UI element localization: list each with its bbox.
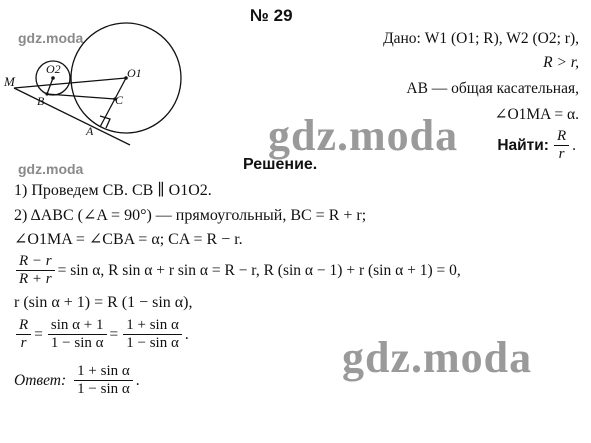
find-denominator: r xyxy=(558,146,565,162)
given-line-3: AB — общая касательная, xyxy=(406,80,579,97)
answer-denominator: 1 − sin α xyxy=(77,381,130,397)
solution-step-3: ∠O1MA = ∠CBA = α; CA = R − r. xyxy=(14,231,243,248)
eq3-end: . xyxy=(184,325,189,343)
eq3-equals-1: = xyxy=(34,325,43,343)
answer-fraction xyxy=(74,363,133,398)
eq1-numerator: R − r xyxy=(16,253,55,271)
watermark-large-top: gdz.moda xyxy=(268,111,459,160)
find-fraction xyxy=(554,128,569,163)
solution-heading: Решение. xyxy=(243,156,318,173)
answer-label: Ответ: xyxy=(14,371,67,389)
right-angle-mark xyxy=(100,116,110,128)
watermark-small-bottom: gdz.moda xyxy=(18,161,84,177)
label-A: A xyxy=(86,124,94,138)
eq3-equals-2: = xyxy=(109,325,119,343)
eq3-fraction-a xyxy=(16,317,31,352)
radius-O2B xyxy=(47,78,53,94)
find-numerator: R xyxy=(554,128,569,146)
answer-numerator: 1 + sin α xyxy=(74,363,133,381)
eq1-rest: = sin α, R sin α + r sin α = R − r, R (sin α − 1) + r (sin α + 1) = 0, xyxy=(57,261,461,279)
eq3-denominator-c: 1 − sin α xyxy=(126,335,179,351)
eq3-denominator-b: 1 − sin α xyxy=(50,335,104,351)
eq3-denominator-a: r xyxy=(20,335,27,351)
given-line-4: ∠O1MA = α. xyxy=(494,106,579,123)
answer-end: . xyxy=(135,371,140,389)
watermark-large-bottom: gdz.moda xyxy=(342,333,533,382)
find-label: Найти: xyxy=(497,136,549,154)
solution-step-1: 1) Проведем CB. CB ∥ O1O2. xyxy=(14,182,212,199)
answer-row xyxy=(14,363,143,398)
find-end: . xyxy=(572,136,576,154)
eq3-numerator-a: R xyxy=(16,317,31,335)
given-line-2: R > r, xyxy=(543,54,579,71)
label-O1: O1 xyxy=(127,66,142,80)
eq3-numerator-b: sin α + 1 xyxy=(48,317,107,335)
label-M: M xyxy=(4,74,15,89)
equation-2: r (sin α + 1) = R (1 − sin α), xyxy=(14,294,193,311)
label-C: C xyxy=(115,93,124,107)
eq3-fraction-c xyxy=(123,317,182,352)
equation-3 xyxy=(14,317,192,352)
tangent-line xyxy=(14,88,130,145)
given-line-1: Дано: W1 (O1; R), W2 (O2; r), xyxy=(383,30,579,47)
solution-step-2: 2) ΔABC (∠A = 90°) — прямоугольный, BC = R + r; xyxy=(14,207,367,224)
eq1-denominator: R + r xyxy=(19,271,52,287)
segment-BC xyxy=(47,94,115,99)
eq1-fraction xyxy=(16,253,55,288)
problem-number: № 29 xyxy=(250,6,293,25)
watermark-small-top: gdz.moda xyxy=(18,30,84,46)
eq3-fraction-b xyxy=(48,317,107,352)
eq3-numerator-c: 1 + sin α xyxy=(123,317,182,335)
label-O2: O2 xyxy=(46,62,61,76)
find-row xyxy=(497,128,579,163)
label-B: B xyxy=(37,94,45,108)
equation-1 xyxy=(14,253,464,288)
